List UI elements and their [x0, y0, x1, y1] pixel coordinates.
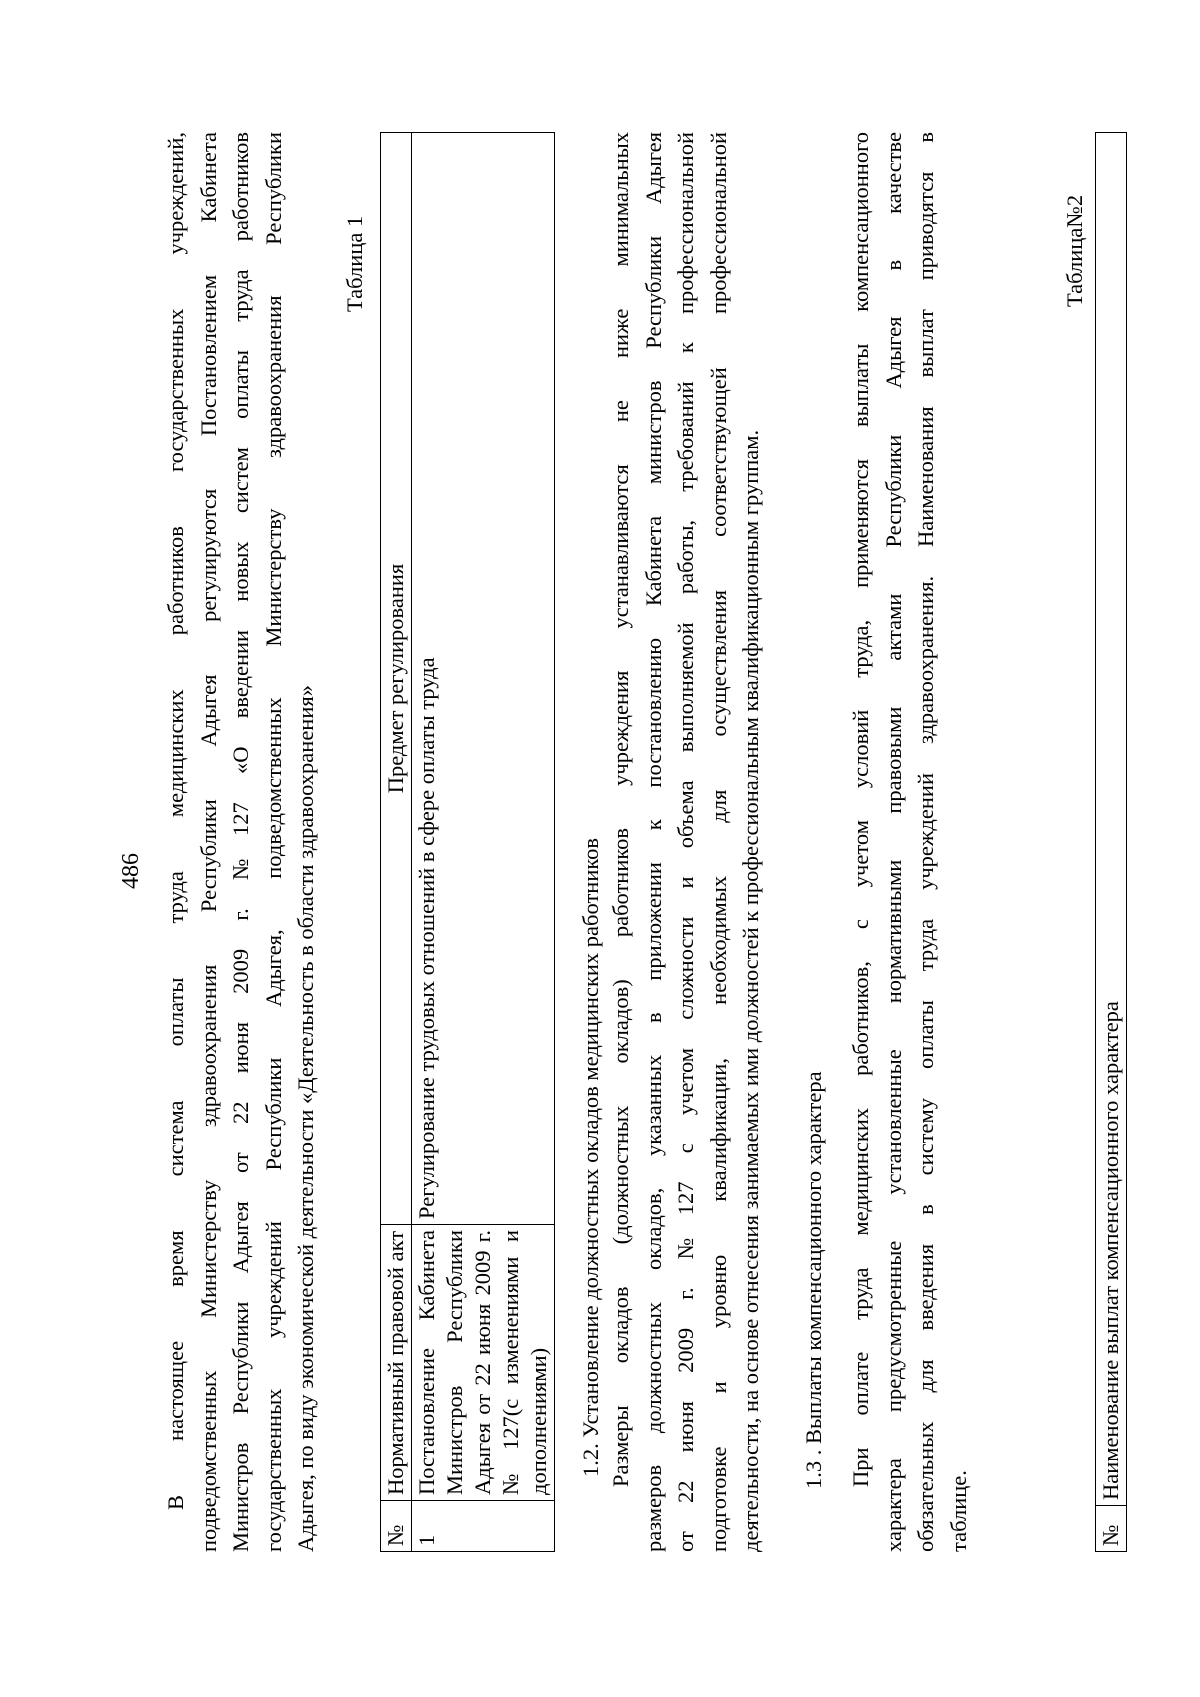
section-1-2-heading: 1.2. Установление должностных окладов медицинских работников: [578, 837, 603, 1477]
paragraph-line: размеров должностных окладов, указанных в приложении к постановлению Кабинета министров Республики Адыгея: [640, 132, 666, 1552]
table-header-cell: Нормативный правовой акт: [381, 1225, 412, 1501]
table-cell-act: [412, 1225, 555, 1501]
act-line: Постановление Кабинета: [414, 1230, 439, 1495]
act-line: Министров Республики: [442, 1230, 467, 1495]
table-header-cell: №: [381, 1501, 412, 1552]
act-line: Адыгея от 22 июня 2009 г.: [470, 1230, 495, 1495]
act-line: дополнениями): [526, 1347, 551, 1495]
paragraph-line: деятельности, на основе отнесения занимаемых ими должностей к профессиональным квалификационным группам.: [738, 429, 763, 1552]
section-1-2-paragraph: [605, 132, 768, 1552]
table2-caption: Таблица№2: [1062, 194, 1087, 307]
page-number: 486: [118, 853, 144, 889]
act-line: № 127(с изменениями и: [498, 1230, 523, 1495]
paragraph-line: Размеры окладов (должностных окладов) работников учреждения устанавливаются не ниже минимальных: [608, 132, 633, 1487]
table1-caption: Таблица 1: [342, 215, 367, 312]
table-row: [412, 133, 555, 1552]
intro-line: государственных учреждений Республики Адыгея, подведомственных Министерству здравоохранения Республики: [260, 132, 286, 1552]
intro-line: В настоящее время система оплаты труда медицинских работников государственных учреждений,: [163, 132, 188, 1510]
table-cell-subject: Регулирование трудовых отношений в сфере оплаты труда: [412, 133, 555, 1225]
paragraph-line: подготовке и уровню квалификации, необходимых для осуществления соответствующей профессиональной: [705, 132, 731, 1552]
intro-line: подведомственных Министерству здравоохранения Республики Адыгея регулируются Постановлением Кабинета: [195, 132, 221, 1552]
paragraph-line: от 22 июня 2009 г. №127 с учетом сложности и объема выполняемой работы, требований к профессиональной: [673, 132, 698, 1552]
table-header-cell: Наименование выплат компенсационного характера: [1096, 133, 1127, 1506]
table-cell-num: 1: [412, 1501, 555, 1552]
paragraph-line: обязательных для введения в систему оплаты труда учреждений здравоохранения. Наименования выплат приводятся в: [913, 132, 938, 1552]
paragraph-line: таблице.: [945, 1470, 971, 1552]
section-1-3-heading: 1.3 . Выплаты компенсационного характера: [801, 1071, 826, 1489]
intro-line: Адыгея, по виду экономической деятельности «Деятельность в области здравоохранения»: [293, 685, 318, 1552]
intro-paragraph: [160, 132, 323, 1552]
table-header-row: [1096, 133, 1127, 1552]
intro-line: Министров Республики Адыгея от 22 июня 2009 г. №127 «О введении новых систем оплаты труда работников: [228, 132, 253, 1552]
table-header-cell: №: [1096, 1506, 1127, 1552]
table1: [380, 132, 555, 1552]
table2: [1095, 132, 1127, 1552]
paragraph-line: характера предусмотренные установленные нормативными правовыми актами Республики Адыгея в качестве: [880, 132, 906, 1552]
paragraph-line: При оплате труда медицинских работников, с учетом условий труда, применяются выплаты компенсационного: [848, 132, 873, 1487]
section-1-3-paragraph: [845, 132, 975, 1552]
table-header-row: [381, 133, 412, 1552]
table-header-cell: Предмет регулирования: [381, 133, 412, 1225]
